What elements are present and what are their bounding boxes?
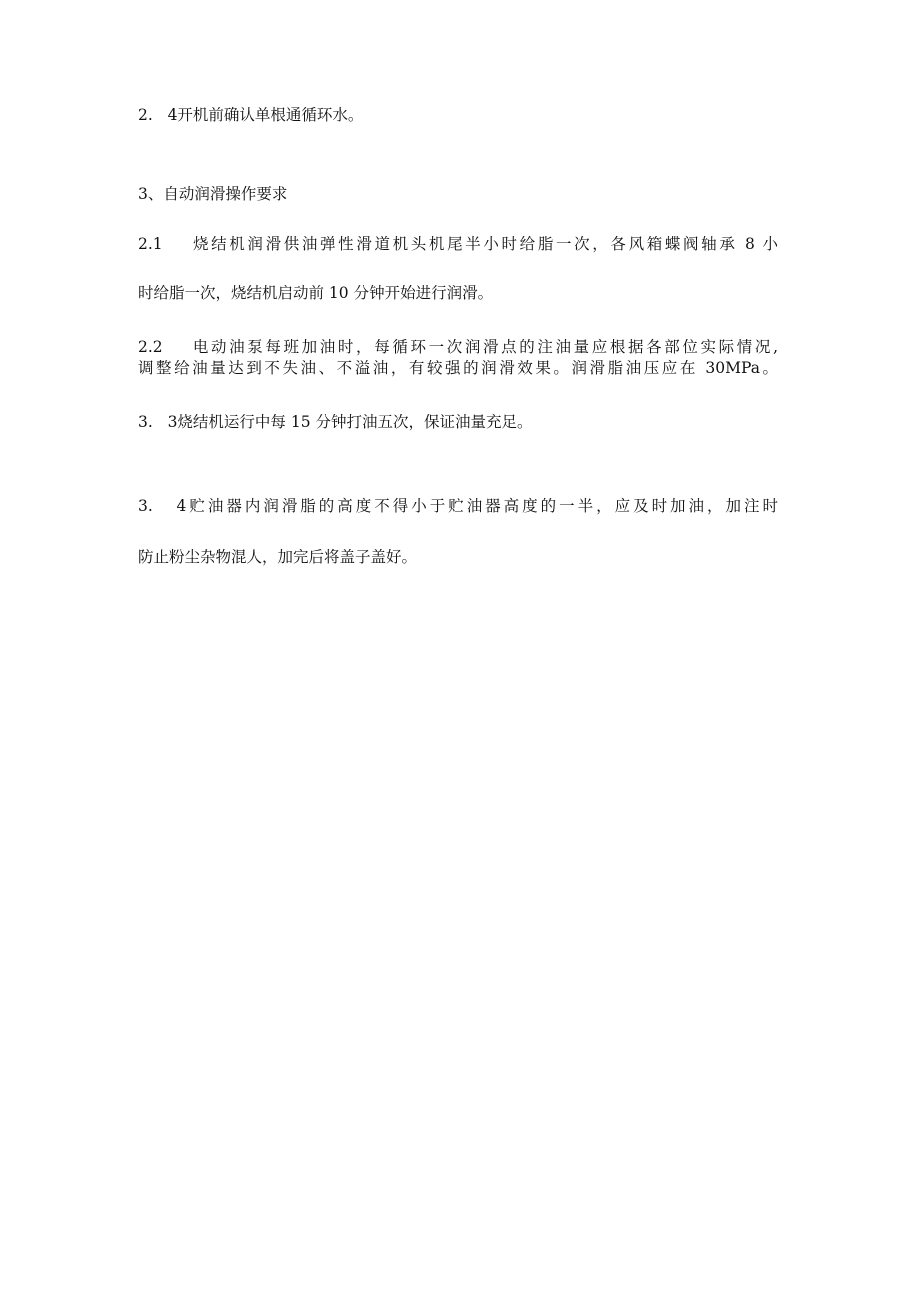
section-heading-auto-lubrication: 3、自动润滑操作要求: [138, 185, 288, 203]
paragraph-3-3: 3. 3烧结机运行中每 15 分钟打油五次，保证油量充足。: [138, 413, 533, 431]
paragraph-3-4-line-1: 3. 4贮油器内润滑脂的高度不得小于贮油器高度的一半，应及时加油，加注时: [138, 497, 778, 515]
paragraph-2-1-line-1: 2.1 烧结机润滑供油弹性滑道机头机尾半小时给脂一次，各风箱蝶阀轴承 8 小: [138, 235, 778, 253]
paragraph-2-2-line-1: 2.2 电动油泵每班加油时，每循环一次润滑点的注油量应根据各部位实际情况,: [138, 338, 778, 356]
paragraph-3-4-line-2: 防止粉尘杂物混人，加完后将盖子盖好。: [138, 548, 418, 566]
line-2-4-circulating-water: 2. 4开机前确认单根通循环水。: [138, 106, 364, 124]
paragraph-2-1-line-2: 时给脂一次，烧结机启动前 10 分钟开始进行润滑。: [138, 284, 494, 302]
paragraph-2-2-line-2: 调整给油量达到不失油、不溢油，有较强的润滑效果。润滑脂油压应在 30MPa。: [138, 359, 778, 377]
